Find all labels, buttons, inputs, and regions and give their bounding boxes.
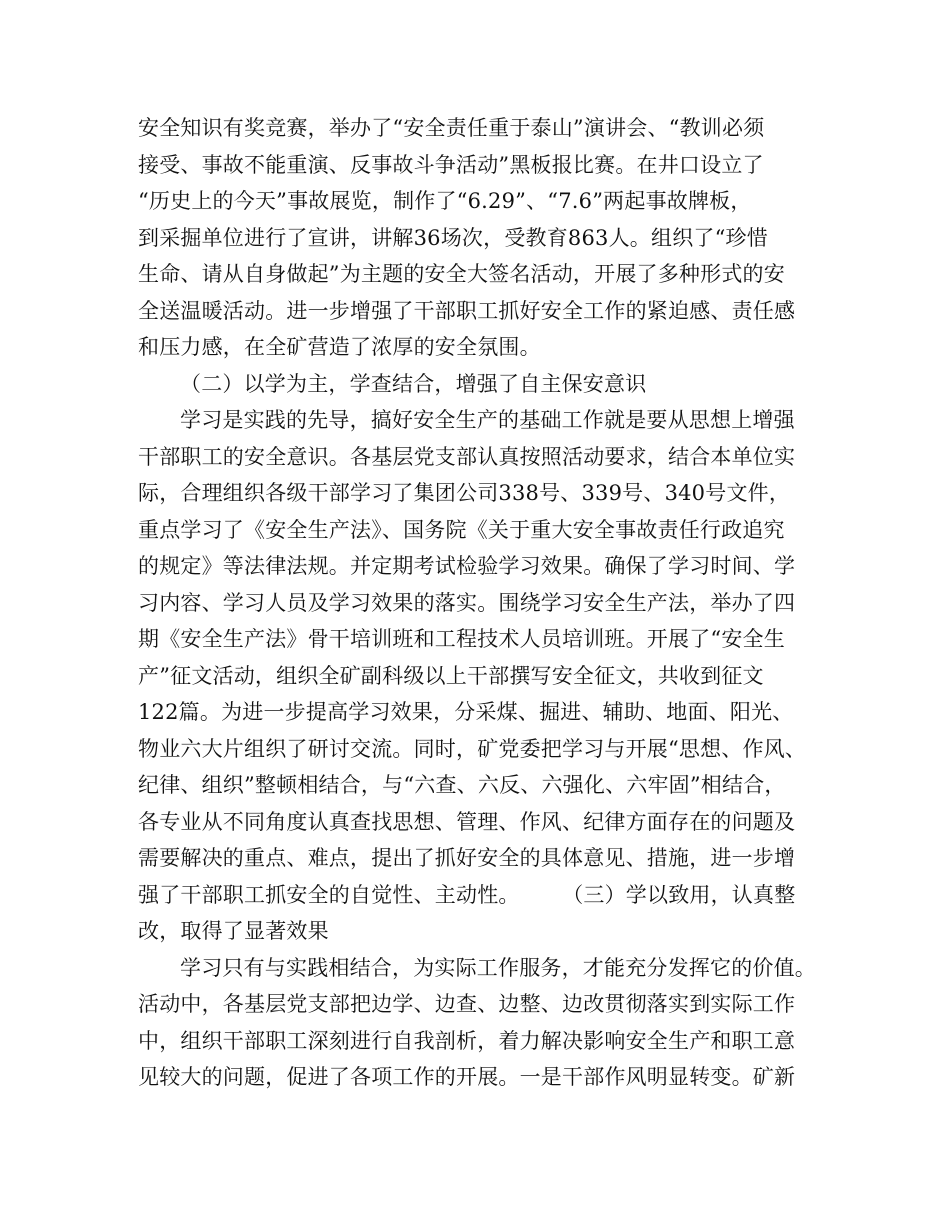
text-line: 活动中，各基层党支部把边学、边查、边整、边改贯彻落实到实际工作 [138, 992, 796, 1016]
text-line: 学习是实践的先导，搞好安全生产的基础工作就是要从思想上增强 [180, 408, 795, 432]
text-line: 重点学习了《安全生产法》、国务院《关于重大安全事故责任行政追究 [138, 517, 785, 542]
text-line: 干部职工的安全意识。各基层党支部认真按照活动要求，结合本单位实 [138, 444, 796, 469]
text-line: 产”征文活动，组织全矿副科级以上干部撰写安全征文，共收到征文 [138, 663, 764, 688]
text-line: 期《安全生产法》骨干培训班和工程技术人员培训班。开展了“安全生 [138, 627, 785, 651]
text-line: 各专业从不同角度认真查找思想、管理、作风、纪律方面存在的问题及 [138, 809, 796, 834]
text-line: 需要解决的重点、难点，提出了抓好安全的具体意见、措施，进一步增 [138, 846, 796, 870]
text-line: 接受、事故不能重演、反事故斗争活动”黑板报比赛。在井口设立了 [138, 152, 764, 177]
text-line: 见较大的问题，促进了各项工作的开展。一是干部作风明显转变。矿新 [138, 1065, 796, 1089]
text-line: 物业六大片组织了研讨交流。同时，矿党委把学习与开展“思想、作风、 [138, 736, 807, 761]
text-line: 纪律、组织”整顿相结合，与“六查、六反、六强化、六牢固”相结合， [138, 773, 786, 797]
text-line: 和压力感，在全矿营造了浓厚的安全氛围。 [138, 335, 541, 359]
text-line: “历史上的今天”事故展览，制作了“6.29”、“7.6”两起事故牌板， [138, 189, 752, 213]
text-line: 全送温暖活动。进一步增强了干部职工抓好安全工作的紧迫感、责任感 [138, 298, 796, 323]
text-line: 安全知识有奖竞赛，举办了“安全责任重于泰山”演讲会、“教训必须 [138, 116, 765, 140]
body-text [138, 110, 828, 1096]
text-line: 改，取得了显著效果 [138, 919, 329, 943]
text-line: 生命、请从自身做起”为主题的安全大签名活动，开展了多种形式的安 [138, 262, 785, 286]
text-line: 学习只有与实践相结合，为实际工作服务，才能充分发挥它的价值。 [180, 955, 816, 980]
text-line: 强了干部职工抓安全的自觉性、主动性。 （三）学以致用，认真整 [138, 882, 796, 907]
text-line: 的规定》等法律法规。并定期考试检验学习效果。确保了学习时间、学 [138, 554, 796, 578]
text-line: 到采掘单位进行了宣讲，讲解36场次，受教育863人。组织了“珍惜 [138, 225, 768, 250]
text-line: 习内容、学习人员及学习效果的落实。围绕学习安全生产法，举办了四 [138, 590, 796, 615]
text-line: 中，组织干部职工深刻进行自我剖析，着力解决影响安全生产和职工意 [138, 1028, 796, 1053]
text-line: 122篇。为进一步提高学习效果，分采煤、掘进、辅助、地面、阳光、 [138, 700, 794, 724]
text-line: （二）以学为主，学查结合，增强了自主保安意识 [180, 371, 647, 396]
text-line: 际，合理组织各级干部学习了集团公司338号、339号、340号文件， [138, 481, 791, 505]
